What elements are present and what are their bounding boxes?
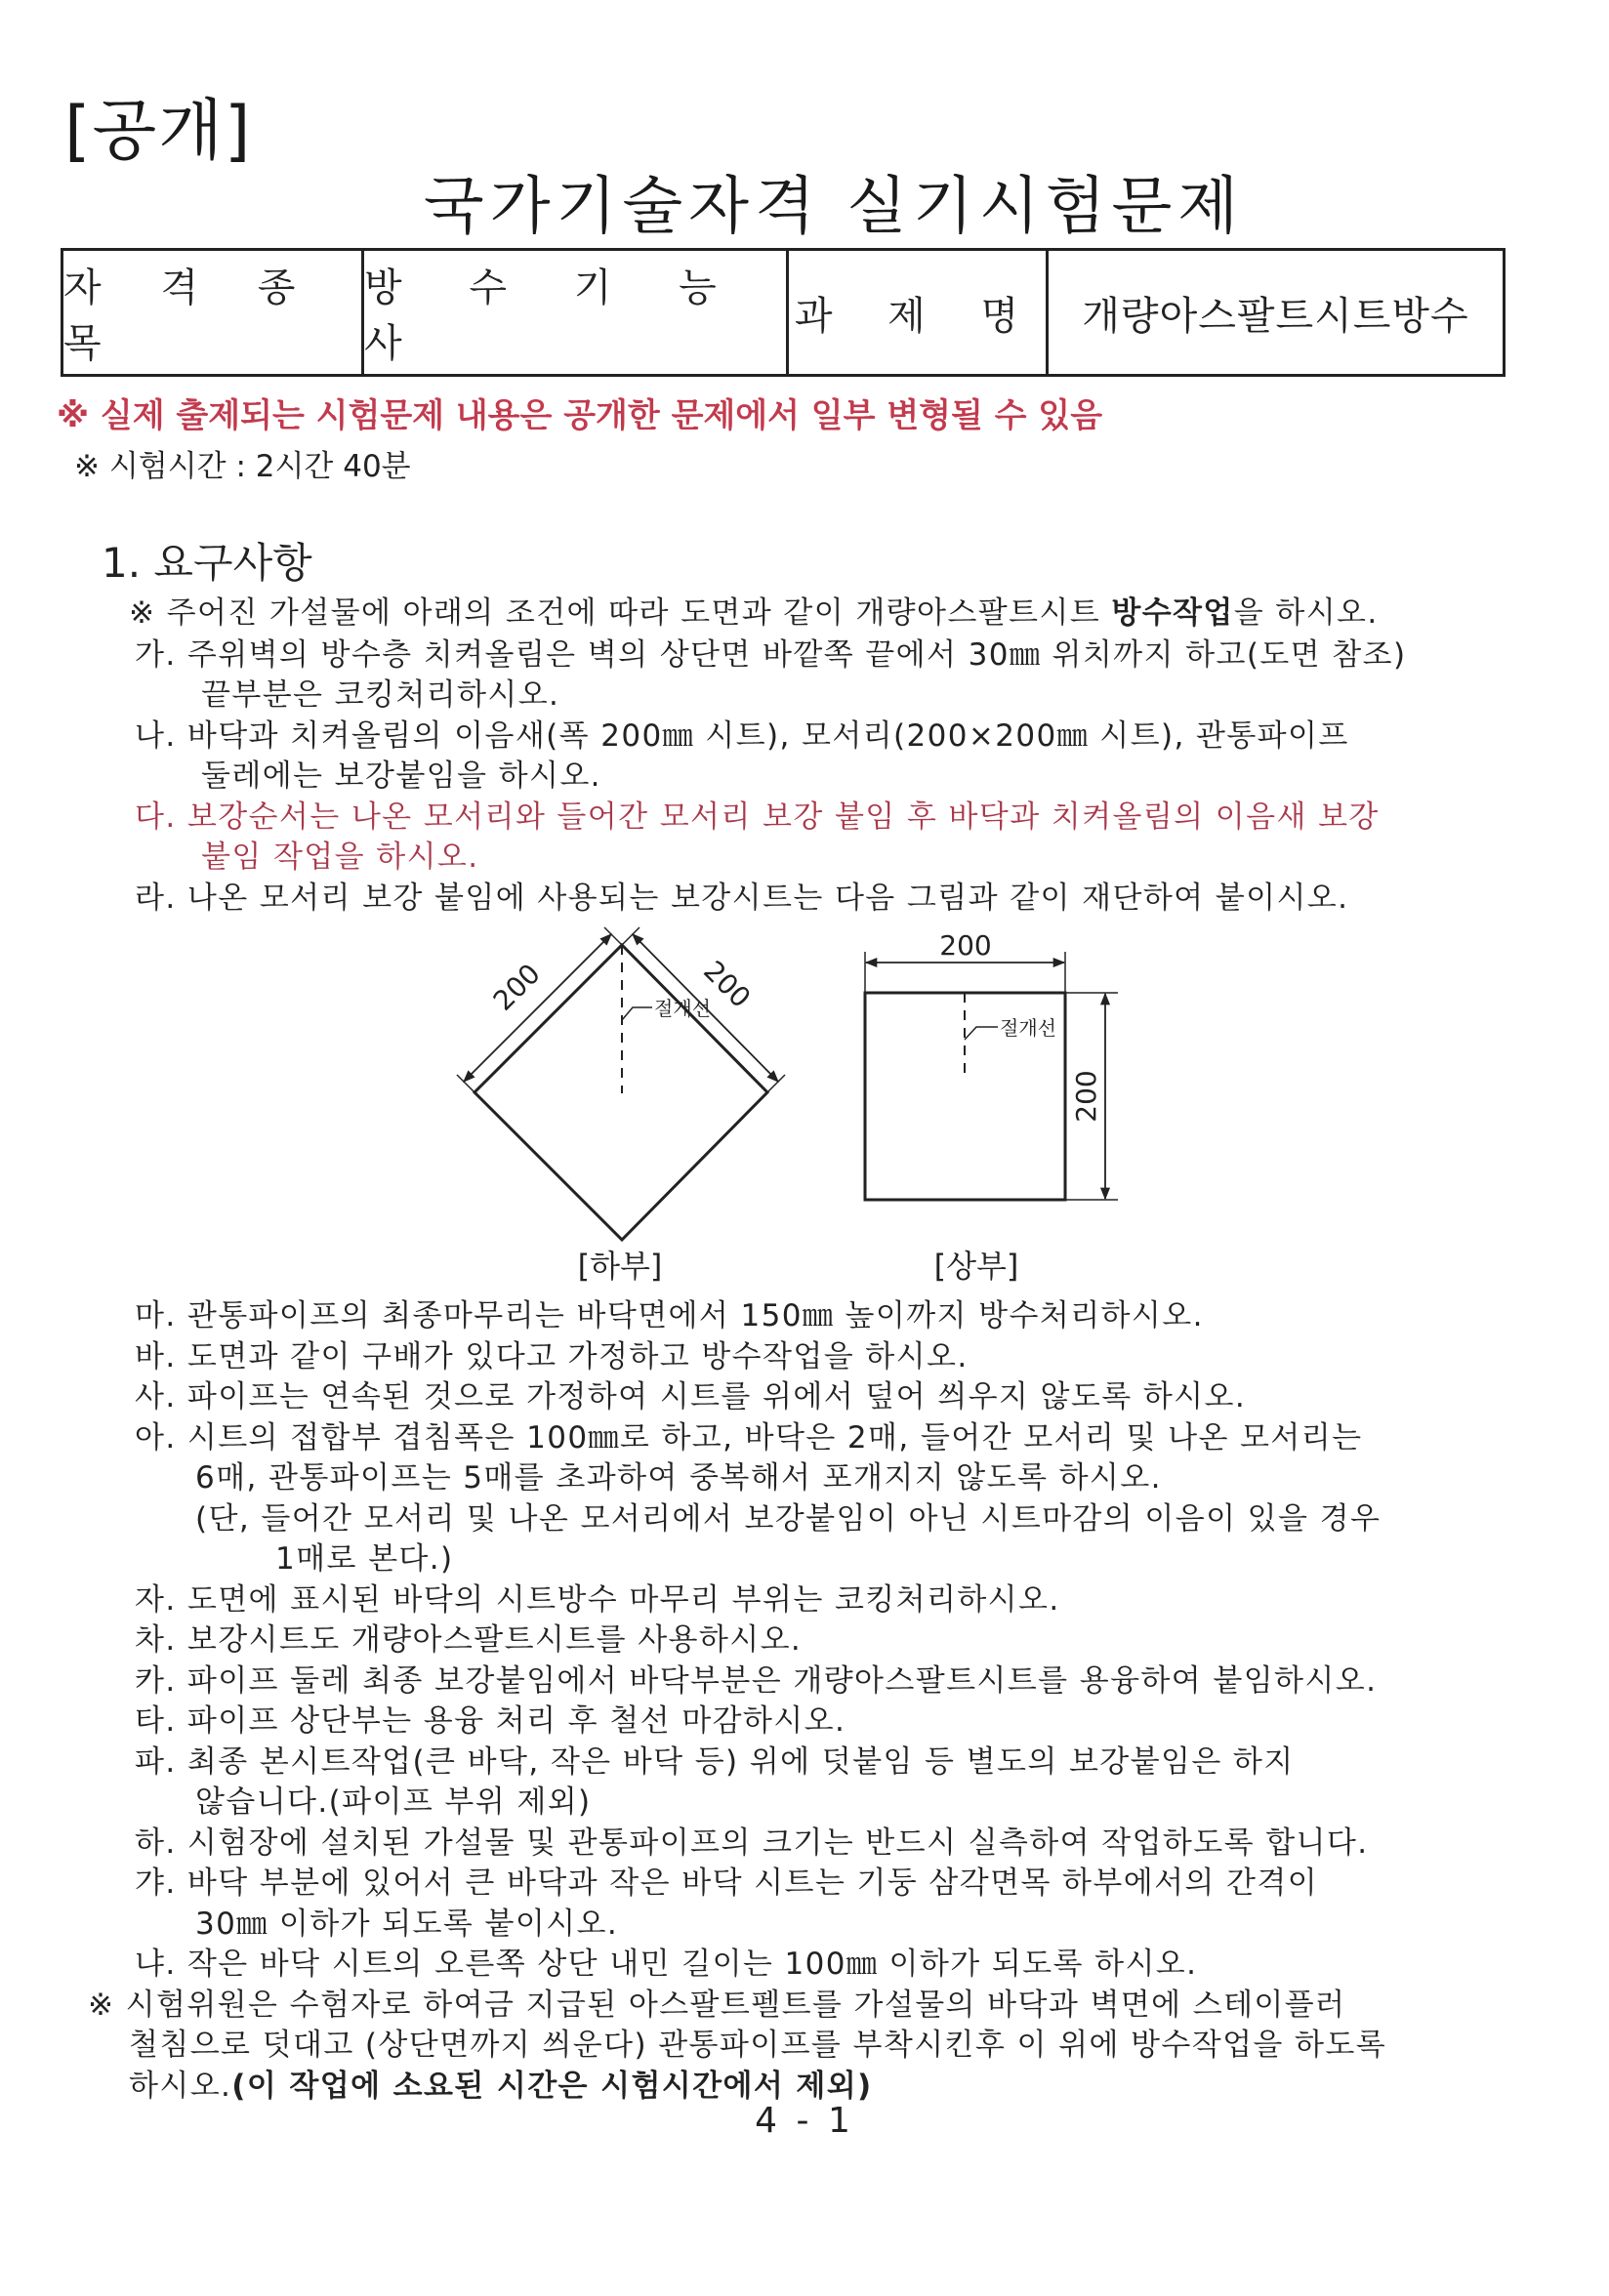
upper-dim-side-label: 200 <box>1070 1070 1102 1123</box>
lower-extension-line <box>767 1075 785 1092</box>
final-note-bold: (이 작업에 소요된 시간은 시험시간에서 제외) <box>231 2069 873 2104</box>
list-item-line: 바. 도면과 같이 구배가 있다고 가정하고 방수작업을 하시오. <box>135 1339 969 1374</box>
list-item-line: 라. 나온 모서리 보강 붙임에 사용되는 보강시트는 다음 그림과 같이 재단하여 붙이시오. <box>135 881 1349 916</box>
list-item-line: 자. 도면에 표시된 바닥의 시트방수 마무리 부위는 코킹처리하시오. <box>135 1582 1060 1618</box>
list-item-line: 않습니다.(파이프 부위 제외) <box>195 1784 592 1820</box>
intro-prefix: ※ 주어진 가설물에 아래의 조건에 따라 도면과 같이 개량아스팔트시트 <box>129 595 1101 631</box>
list-item-line: 다. 보강순서는 나온 모서리와 들어간 모서리 보강 붙임 후 바닥과 치켜올림의 이음새 보강 <box>135 800 1380 835</box>
list-item-line: 6매, 관통파이프는 5매를 초과하여 중복해서 포개지지 않도록 하시오. <box>195 1460 1162 1496</box>
list-item-line: 끝부분은 코킹처리하시오. <box>201 677 560 713</box>
list-item-line: 마. 관통파이프의 최종마무리는 바닥면에서 150㎜ 높이까지 방수처리하시오. <box>135 1298 1204 1333</box>
page-title: 국가기술자격 실기시험문제 <box>423 171 1245 243</box>
list-item-line: 사. 파이프는 연속된 것으로 가정하여 시트를 위에서 덮어 씌우지 않도록 하시오. <box>135 1379 1247 1414</box>
list-item-line: 냐. 작은 바닥 시트의 오른쪽 상단 내민 길이는 100㎜ 이하가 되도록 하시오. <box>135 1947 1198 1982</box>
list-item-line: 카. 파이프 둘레 최종 보강붙임에서 바닥부분은 개량아스팔트시트를 용융하여 붙임하시오. <box>135 1663 1378 1699</box>
qualification-value: 방 수 기 능 사 <box>364 251 789 374</box>
list-item-line: 붙임 작업을 하시오. <box>201 840 479 875</box>
list-item-line: 가. 주위벽의 방수층 치켜올림은 벽의 상단면 바깥쪽 끝에서 30㎜ 위치까지 하고(도면 참조) <box>135 637 1407 673</box>
list-item-line: 파. 최종 본시트작업(큰 바닥, 작은 바닥 등) 위에 덧붙임 등 별도의 보강붙임은 하지 <box>135 1744 1295 1780</box>
exam-time: ※ 시험시간 : 2시간 40분 <box>74 449 411 484</box>
lower-caption: [하부] <box>577 1248 663 1285</box>
final-note-line: ※ 시험위원은 수험자로 하여금 지급된 아스팔트펠트를 가설물의 바닥과 벽면에 스테이플러 <box>88 1988 1346 2023</box>
lower-dim-left-label: 200 <box>486 957 547 1017</box>
page-number: 4 - 1 <box>755 2101 854 2141</box>
lower-cut-label: 절개선 <box>654 997 711 1020</box>
lower-cut-leader <box>622 1007 652 1020</box>
public-label: [공개] <box>64 93 253 170</box>
final-note-prefix: 하시오. <box>129 2069 232 2104</box>
intro-bold: 방수작업 <box>1111 595 1234 631</box>
list-item-line: (단, 들어간 모서리 및 나온 모서리에서 보강붙임이 아닌 시트마감의 이음이 있을 경우 <box>195 1501 1382 1537</box>
list-item-line: 둘레에는 보강붙임을 하시오. <box>201 758 601 794</box>
upper-caption: [상부] <box>933 1248 1019 1285</box>
notice-text: ※ 실제 출제되는 시험문제 내용은 공개한 문제에서 일부 변형될 수 있음 <box>57 396 1103 435</box>
lower-extension-line <box>604 927 622 945</box>
list-item-line: 차. 보강시트도 개량아스팔트시트를 사용하시오. <box>135 1622 803 1658</box>
lower-sheet-diagram <box>457 927 785 1285</box>
upper-cut-leader <box>965 1027 998 1040</box>
task-label: 과 제 명 <box>789 251 1049 374</box>
upper-dim-top-label: 200 <box>939 929 992 962</box>
final-note-line <box>129 2061 873 2105</box>
section-title: 1. 요구사항 <box>102 539 312 587</box>
lower-extension-line <box>457 1075 474 1092</box>
upper-cut-label: 절개선 <box>1000 1016 1056 1040</box>
lower-dimension-left <box>464 934 611 1082</box>
task-value: 개량아스팔트시트방수 <box>1082 293 1469 339</box>
list-item-line: 하. 시험장에 설치된 가설물 및 관통파이프의 크기는 반드시 실측하여 작업하도록 합니다. <box>135 1825 1369 1861</box>
qualification-label: 자 격 종 목 <box>63 251 364 374</box>
list-item-line: 타. 파이프 상단부는 용융 처리 후 철선 마감하시오. <box>135 1703 846 1739</box>
intro-suffix: 을 하시오. <box>1233 595 1379 631</box>
list-item-line: 1매로 본다.) <box>275 1541 454 1577</box>
list-item-line: 갸. 바닥 부분에 있어서 큰 바닥과 작은 바닥 시트는 기둥 삼각면목 하부에서의 간격이 <box>135 1866 1319 1901</box>
list-item-line: 30㎜ 이하가 되도록 붙이시오. <box>195 1906 619 1942</box>
list-item-line: 나. 바닥과 치켜올림의 이음새(폭 200㎜ 시트), 모서리(200×200㎜ 시트), 관통파이프 <box>135 718 1349 754</box>
lower-extension-line <box>622 927 639 945</box>
final-note-line: 철침으로 덧대고 (상단면까지 씌운다) 관통파이프를 부착시킨후 이 위에 방수작업을 하도록 <box>129 2028 1387 2063</box>
upper-sheet-diagram <box>865 929 1118 1285</box>
list-item-line: 아. 시트의 접합부 겹침폭은 100㎜로 하고, 바닥은 2매, 들어간 모서리 및 나온 모서리는 <box>135 1420 1363 1456</box>
lower-dim-right-label: 200 <box>697 954 758 1014</box>
